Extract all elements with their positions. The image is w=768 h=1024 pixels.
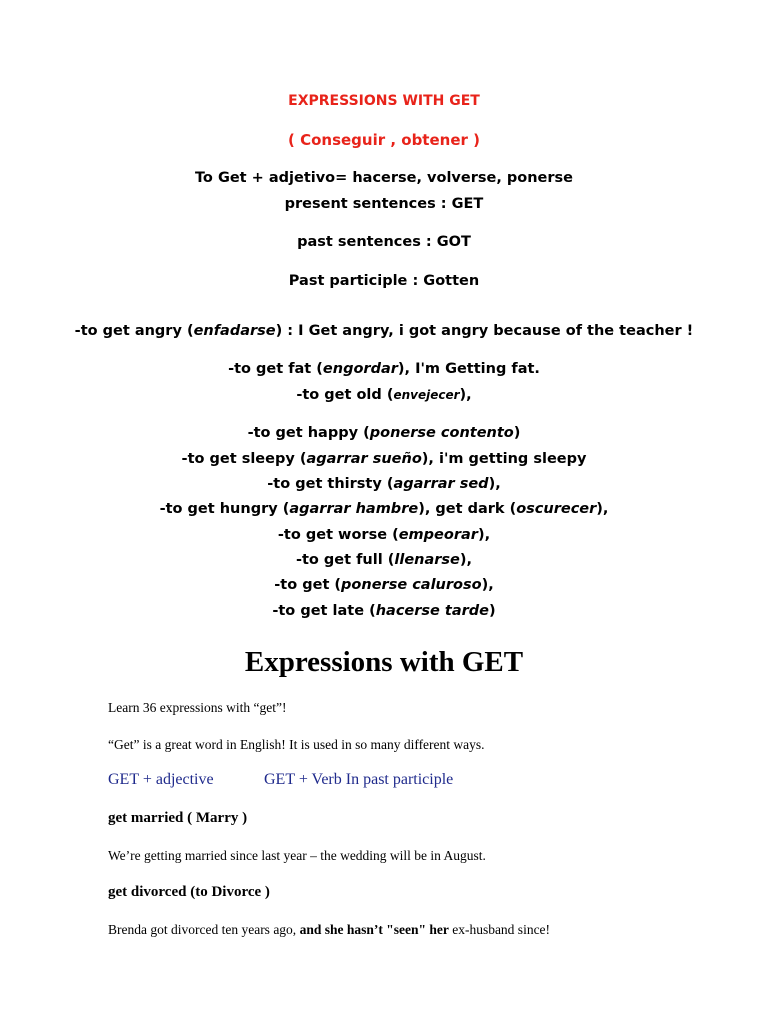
page-heading: Expressions with GET [244, 646, 524, 678]
example-line: -to get full (llenarse), [295, 552, 473, 568]
expression-example: We’re getting married since last year – the wedding will be in August. [108, 848, 486, 863]
expression-term: get divorced (to Divorce ) [108, 884, 270, 900]
example-line: -to get late (hacerse tarde) [272, 603, 496, 619]
example-line: -to get hungry (agarrar hambre), get dark (oscurecer), [159, 501, 609, 517]
example-line: -to get thirsty (agarrar sed), [267, 476, 501, 492]
intro-text: “Get” is a great word in English! It is used in so many different ways. [108, 737, 485, 752]
rule-line: Past participle : Gotten [288, 273, 480, 289]
expression-term: get married ( Marry ) [108, 810, 248, 826]
example-line: -to get fat (engordar), I'm Getting fat. [228, 361, 540, 377]
example-line: -to get happy (ponerse contento) [247, 425, 521, 441]
example-line: -to get angry (enfadarse) : I Get angry, i got angry because of the teacher ! [74, 323, 694, 339]
rule-line: past sentences : GOT [297, 234, 471, 250]
category-past-participle: GET + Verb In past participle [264, 771, 454, 788]
expression-example: Brenda got divorced ten years ago, and she hasn’t "seen" her ex-husband since! [108, 922, 551, 937]
section-title: EXPRESSIONS WITH GET [288, 93, 480, 109]
example-line: -to get (ponerse caluroso), [274, 577, 494, 593]
example-line: -to get old (envejecer), [296, 387, 472, 403]
section-subtitle: ( Conseguir , obtener ) [288, 131, 480, 149]
intro-text: Learn 36 expressions with “get”! [108, 700, 287, 715]
rule-line: present sentences : GET [284, 196, 484, 212]
rule-line: To Get + adjetivo= hacerse, volverse, ponerse [194, 170, 574, 186]
example-line: -to get worse (empeorar), [277, 527, 491, 543]
example-line: -to get sleepy (agarrar sueño), i'm getting sleepy [181, 451, 587, 467]
category-adjective: GET + adjective [108, 771, 214, 788]
